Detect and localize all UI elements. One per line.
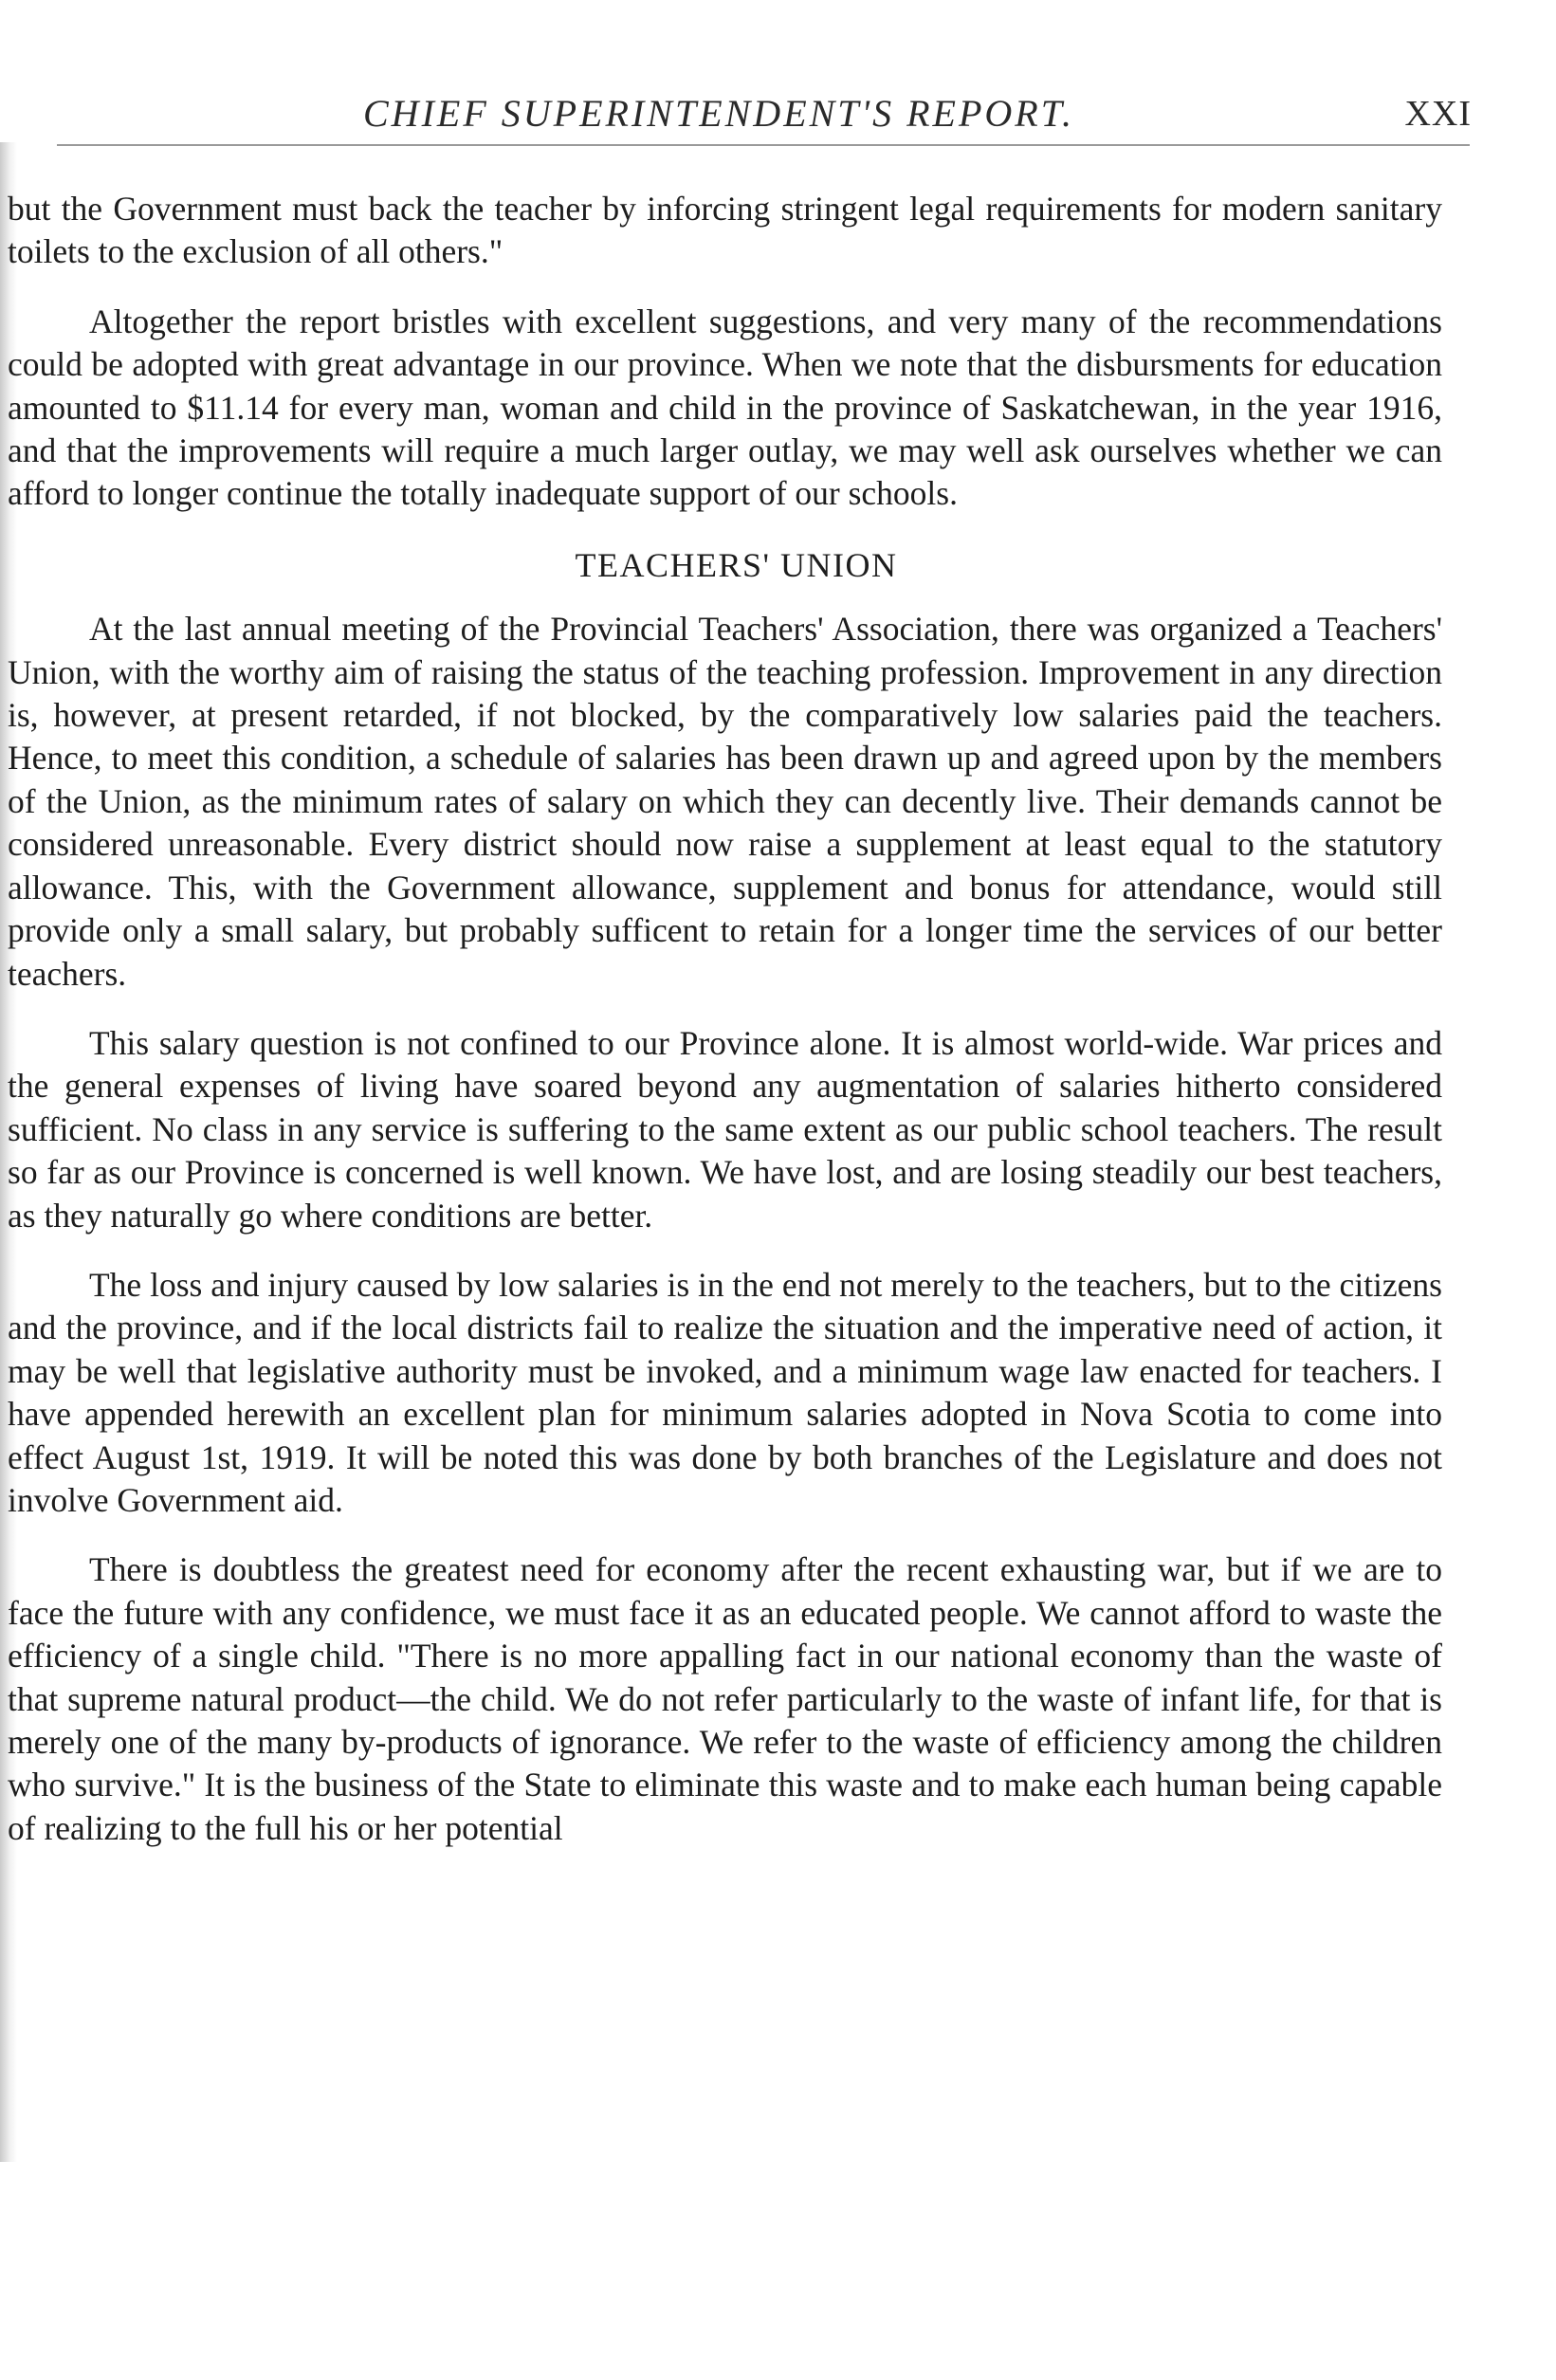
paragraph-continuation: but the Government must back the teacher by inforcing stringent legal requirements for modern sanitary toilets to the exclusion of all others." xyxy=(8,190,1442,271)
running-head-title: CHIEF SUPERINTENDENT'S REPORT. xyxy=(363,92,1074,135)
running-head xyxy=(0,91,1556,148)
paragraph-report-summary: Altogether the report bristles with excellent suggestions, and very many of the recommendations could be adopted with great advantage in our province. When we note that the disbursments for education amounted to $11.14 for every man, woman and child in the province of Saskatchewan, in the year 1916, and that the improvements will require a much larger outlay, we may well ask ourselves whether we can afford to longer continue the totally inadequate support of our schools. xyxy=(8,302,1442,513)
paragraph-loss-injury: The loss and injury caused by low salaries is in the end not merely to the teachers, but to the citizens and the province, and if the local districts fail to realize the situation and the imperative need of action, it may be well that legislative authority must be invoked, and a minimum wage law enacted for teachers. I have appended herewith an excellent plan for minimum salaries adopted in Nova Scotia to come into effect August 1st, 1919. It will be noted this was done by both branches of the Legislature and does not involve Government aid. xyxy=(8,1265,1442,1519)
paragraph-salary-question: This salary question is not confined to our Province alone. It is almost world-wide. War prices and the general expenses of living have soared beyond any augmentation of salaries hitherto considered sufficient. No class in any service is suffering to the same extent as our public school teachers. The result so far as our Province is concerned is well known. We have lost, and are losing steadily our best teachers, as they naturally go where conditions are better. xyxy=(8,1023,1442,1235)
section-heading: TEACHERS' UNION xyxy=(575,545,898,584)
page-number: XXI xyxy=(1404,94,1472,134)
paragraph-economy: There is doubtless the greatest need for economy after the recent exhausting war, but if we are to face the future with any confidence, we must face it as an educated people. We cannot afford to waste the efficiency of a single child. "There is no more appalling fact in our national economy than the waste of that supreme natural product—the child. We do not refer particularly to the waste of infant life, for that is merely one of the many by-products of ignorance. We refer to the waste of efficiency among the children who survive." It is the business of the State to eliminate this waste and to make each human being capable of realizing to the full his or her potential xyxy=(8,1550,1442,1847)
paragraph-union-meeting: At the last annual meeting of the Provincial Teachers' Association, there was organized a Teachers' Union, with the worthy aim of raising the status of the teaching profession. Improvement in any direction is, however, at present retarded, if not blocked, by the comparatively low salaries paid the teachers. Hence, to meet this condition, a schedule of salaries has been drawn up and agreed upon by the members of the Union, as the minimum rates of salary on which they can decently live. Their demands cannot be considered unreasonable. Every district should now raise a supplement at least equal to the statutory allowance. This, with the Government allowance, supplement and bonus for attendance, would still provide only a small salary, but probably sufficent to retain for a longer time the services of our better teachers. xyxy=(8,610,1442,993)
body-text xyxy=(8,188,1442,1850)
header-rule xyxy=(57,144,1470,146)
